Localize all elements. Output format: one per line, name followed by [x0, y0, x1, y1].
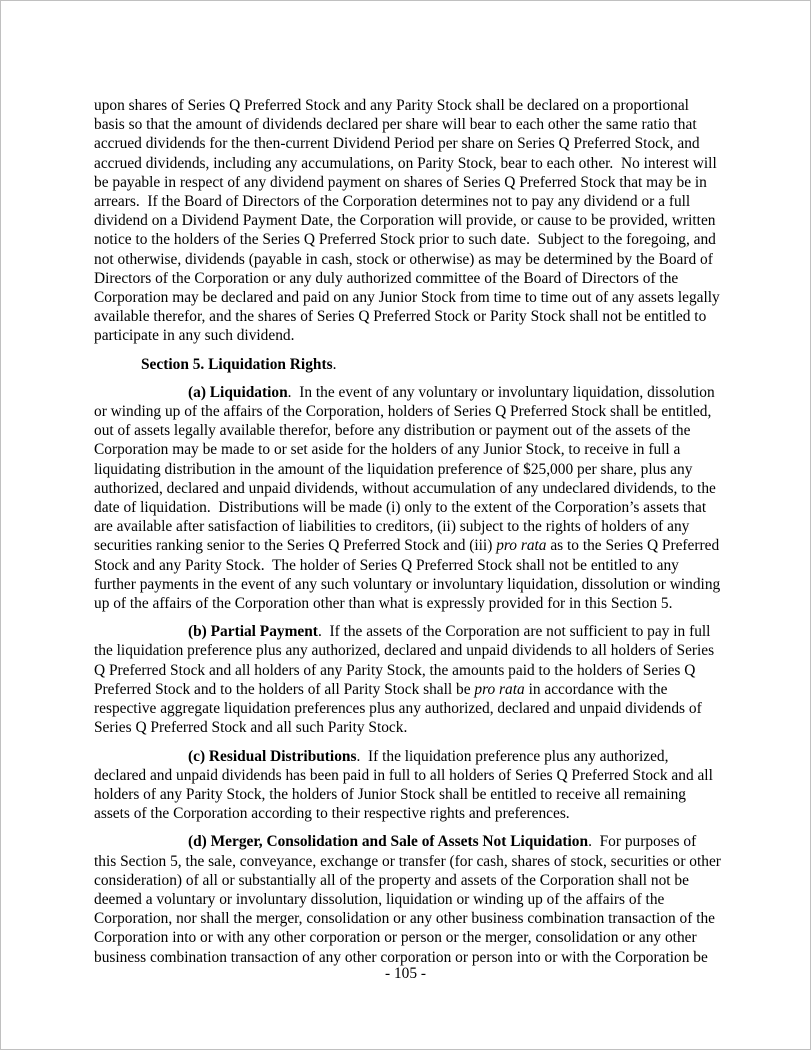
paragraph-b-partial-payment	[94, 622, 721, 737]
paragraph-a-lead-run: (a) Liquidation	[188, 383, 288, 401]
text-run: . If the liquidation preference plus any authorized, declared and unpaid dividends has been paid in full to all holders of Series Q Preferred Stock and all holders of any Parity Stock, the holders of Junior Stock shall be entitled to receive all remaining assets of the Corporation according to their respective rights and preferences.	[94, 747, 717, 823]
section-5-heading	[94, 355, 721, 374]
paragraph-c-residual-distributions	[94, 747, 721, 824]
paragraph-a-liquidation	[94, 383, 725, 613]
text-run: upon shares of Series Q Preferred Stock and any Parity Stock shall be declared on a proportional basis so that the amount of dividends declared per share will bear to each other the same ratio that accrued dividends for the then-current Dividend Period per share on Series Q Preferred Stock, and accrued dividends, including any accumulations, on Parity Stock, bear to each other. No interest will be payable in respect of any dividend payment on shares of Series Q Preferred Stock that may be in arrears. If the Board of Directors of the Corporation determines not to pay any dividend or a full dividend on a Dividend Payment Date, the Corporation will provide, or cause to be provided, written notice to the holders of the Series Q Preferred Stock prior to such date. Subject to the foregoing, and not otherwise, dividends (payable in cash, stock or otherwise) as may be determined by the Board of Directors of the Corporation or any duly authorized committee of the Board of Directors of the Corporation may be declared and paid on any Junior Stock from time to time out of any assets legally available therefor, and the shares of Series Q Preferred Stock or Parity Stock shall not be entitled to participate in any such dividend.	[94, 97, 724, 345]
document-body	[94, 96, 725, 976]
text-run: . If the assets of the Corporation are not sufficient to pay in full the liquidation preference plus any authorized, declared and unpaid dividends to all holders of Series Q Preferred Stock and all holders of any Parity Stock, the amounts paid to the holders of Series Q Preferred Stock and to the holders of all Parity Stock shall be	[94, 623, 718, 698]
page-number: - 105 -	[384, 965, 427, 982]
heading-bold-run: Section 5. Liquidation Rights	[141, 355, 333, 373]
heading-tail-run: .	[332, 355, 337, 373]
pro-rata-italic-run: pro rata	[496, 537, 547, 555]
text-run: . For purposes of this Section 5, the sale, conveyance, exchange or transfer (for cash, shares of stock, securities or other consideration) of all or substantially all of the property and assets of the Corporation shall not be deemed a voluntary or involuntary dissolution, liquidation or winding up of the affairs of the Corporation, nor shall the merger, consolidation or any other business combination transaction of the Corporation into or with any other corporation or person or the merger, consolidation or any other business combination transaction of any other corporation or person into or with the Corporation be	[94, 833, 725, 966]
paragraph-b-lead-run: (b) Partial Payment	[188, 623, 318, 641]
text-run: . In the event of any voluntary or involuntary liquidation, dissolution or winding up of the affairs of the Corporation, holders of Series Q Preferred Stock shall be entitled, out of assets legally available therefor, before any distribution or payment out of the assets of the Corporation may be made to or set aside for the holders of any Junior Stock, to receive in full a liquidating distribution in the amount of the liquidation preference of $25,000 per share, plus any authorized, declared and unpaid dividends, without accumulation of any undeclared dividends, to the date of liquidation. Distributions will be made (i) only to the extent of the Corporation’s assets that are available after satisfaction of liabilities to creditors, (ii) subject to the rights of holders of any securities ranking senior to the Series Q Preferred Stock and (iii)	[94, 383, 720, 555]
text-run: in accordance with the respective aggregate liquidation preferences plus any authorized, declared and unpaid dividends of Series Q Preferred Stock and all such Parity Stock.	[94, 680, 706, 737]
paragraph-c-lead-run: (c) Residual Distributions	[188, 747, 357, 765]
paragraph-d-merger-consolidation	[94, 832, 725, 966]
text-run: as to the Series Q Preferred Stock and any Parity Stock. The holder of Series Q Preferred Stock shall not be entitled to any further payments in the event of any such voluntary or involuntary liquidation, dissolution or winding up of the affairs of the Corporation other than what is expressly provided for in this Section 5.	[94, 537, 725, 613]
pro-rata-italic-run: pro rata	[474, 680, 525, 698]
paragraph-dividends-continuation	[94, 96, 724, 346]
paragraph-d-lead-run: (d) Merger, Consolidation and Sale of Assets Not Liquidation	[188, 833, 589, 851]
